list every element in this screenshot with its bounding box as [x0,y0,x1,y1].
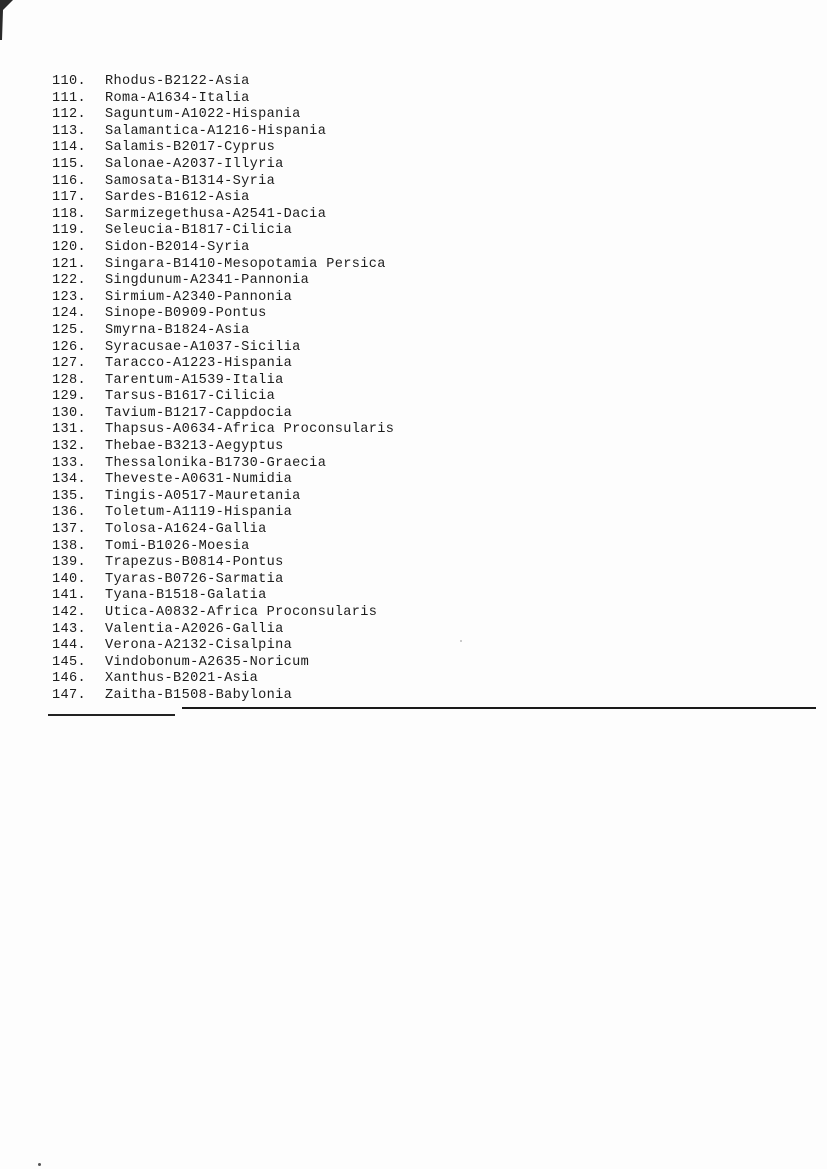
entry-text: Tolosa-A1624-Gallia [105,522,267,538]
entry-number: 140. [52,571,87,587]
list-item [52,572,394,589]
list-item [52,107,394,124]
list-item [52,174,394,191]
entry-number: 115. [52,156,87,172]
entry-text: Rhodus-B2122-Asia [105,74,250,89]
list-item [52,539,394,556]
entry-text: Smyrna-B1824-Asia [105,322,250,338]
entry-text: Sarmizegethusa-A2541-Dacia [105,206,327,222]
entry-text: Vindobonum-A2635-Noricum [105,654,310,670]
entry-number: 110. [52,74,87,89]
entry-text: Syracusae-A1037-Sicilia [105,339,301,355]
list-item [52,505,394,522]
list-item [52,140,394,157]
entry-number: 126. [52,339,87,355]
list-item [52,622,394,639]
entry-text: Sinope-B0909-Pontus [105,306,267,322]
entry-number: 123. [52,289,87,305]
entry-number: 119. [52,223,87,239]
list-item [52,207,394,224]
entry-number: 113. [52,123,87,139]
entry-text: Singdunum-A2341-Pannonia [105,273,310,289]
entry-text: Salonae-A2037-Illyria [105,156,284,172]
list-item [52,605,394,622]
entry-number: 136. [52,505,87,521]
entry-number: 135. [52,488,87,504]
list-item [52,257,394,274]
entry-number: 131. [52,422,87,438]
list-item [52,124,394,141]
list-item [52,522,394,539]
list-item [52,306,394,323]
entry-number: 125. [52,322,87,338]
entry-number: 124. [52,306,87,322]
entry-number: 114. [52,140,87,156]
list-item [52,273,394,290]
entry-text: Tarsus-B1617-Cilicia [105,389,276,405]
entry-number: 138. [52,538,87,554]
list-item [52,456,394,473]
entry-text: Singara-B1410-Mesopotamia Persica [105,256,386,272]
entry-text: Thebae-B3213-Aegyptus [105,439,284,455]
entry-number: 134. [52,472,87,488]
entry-number: 121. [52,256,87,272]
entry-text: Thessalonika-B1730-Graecia [105,455,327,471]
entry-text: Taracco-A1223-Hispania [105,356,293,372]
list-item [52,588,394,605]
entry-number: 129. [52,389,87,405]
list-item [52,157,394,174]
list-item [52,439,394,456]
entry-number: 147. [52,687,87,703]
entry-number: 111. [52,90,87,106]
list-item [52,190,394,207]
list-item [52,688,394,705]
entry-text: Utica-A0832-Africa Proconsularis [105,605,378,620]
entry-number: 141. [52,588,87,604]
list-item [52,472,394,489]
entry-text: Zaitha-B1508-Babylonia [105,687,293,703]
entry-number: 132. [52,439,87,455]
entry-text: Thapsus-A0634-Africa Proconsularis [105,422,395,438]
list-item [52,655,394,672]
list-item [52,356,394,373]
list-item [52,290,394,307]
list-item [52,91,394,108]
list-item [52,638,394,655]
list-item [52,671,394,688]
entry-number: 127. [52,356,87,372]
list-item [52,340,394,357]
entry-number: 122. [52,273,87,289]
entry-text: Valentia-A2026-Gallia [105,621,284,637]
entry-text: Tomi-B1026-Moesia [105,538,250,554]
entry-number: 118. [52,206,87,222]
entry-text: Seleucia-B1817-Cilicia [105,223,293,239]
entry-text: Tingis-A0517-Mauretania [105,488,301,504]
list-item [52,422,394,439]
entry-number: 143. [52,621,87,637]
entry-text: Samosata-B1314-Syria [105,173,276,189]
entry-number: 130. [52,405,87,421]
entry-text: Sirmium-A2340-Pannonia [105,289,293,305]
entry-number: 137. [52,522,87,538]
entry-text: Tyana-B1518-Galatia [105,588,267,604]
paper-corner-mark [0,0,14,40]
entry-text: Tavium-B1217-Cappdocia [105,405,293,421]
list-item [52,555,394,572]
entry-text: Salamantica-A1216-Hispania [105,123,327,139]
entry-number: 144. [52,638,87,654]
entry-text: Tarentum-A1539-Italia [105,372,284,388]
list-item [52,240,394,257]
entry-text: Toletum-A1119-Hispania [105,505,293,521]
list-item [52,74,394,91]
entry-text: Roma-A1634-Italia [105,90,250,106]
horizontal-rule-short [48,714,175,716]
list-item [52,406,394,423]
entry-text: Sardes-B1612-Asia [105,190,250,206]
entry-number: 142. [52,605,87,620]
paper-speck [38,1163,41,1166]
entry-text: Theveste-A0631-Numidia [105,472,293,488]
entry-number: 133. [52,455,87,471]
entry-text: Trapezus-B0814-Pontus [105,555,284,571]
list-item [52,389,394,406]
entry-text: Salamis-B2017-Cyprus [105,140,276,156]
list-item [52,489,394,506]
entry-number: 145. [52,654,87,670]
paper-speck [460,640,462,642]
entry-number: 120. [52,239,87,255]
entry-number: 112. [52,107,87,123]
entry-text: Verona-A2132-Cisalpina [105,638,293,654]
entry-text: Xanthus-B2021-Asia [105,671,259,687]
entry-text: Saguntum-A1022-Hispania [105,107,301,123]
list-item [52,223,394,240]
entry-number: 146. [52,671,87,687]
entry-number: 116. [52,173,87,189]
entry-number: 139. [52,555,87,571]
entry-number: 117. [52,190,87,206]
list-item [52,323,394,340]
list-item [52,373,394,390]
entry-text: Sidon-B2014-Syria [105,239,250,255]
entry-text: Tyaras-B0726-Sarmatia [105,571,284,587]
place-list [52,74,394,705]
horizontal-rule-long [182,707,816,709]
entry-number: 128. [52,372,87,388]
